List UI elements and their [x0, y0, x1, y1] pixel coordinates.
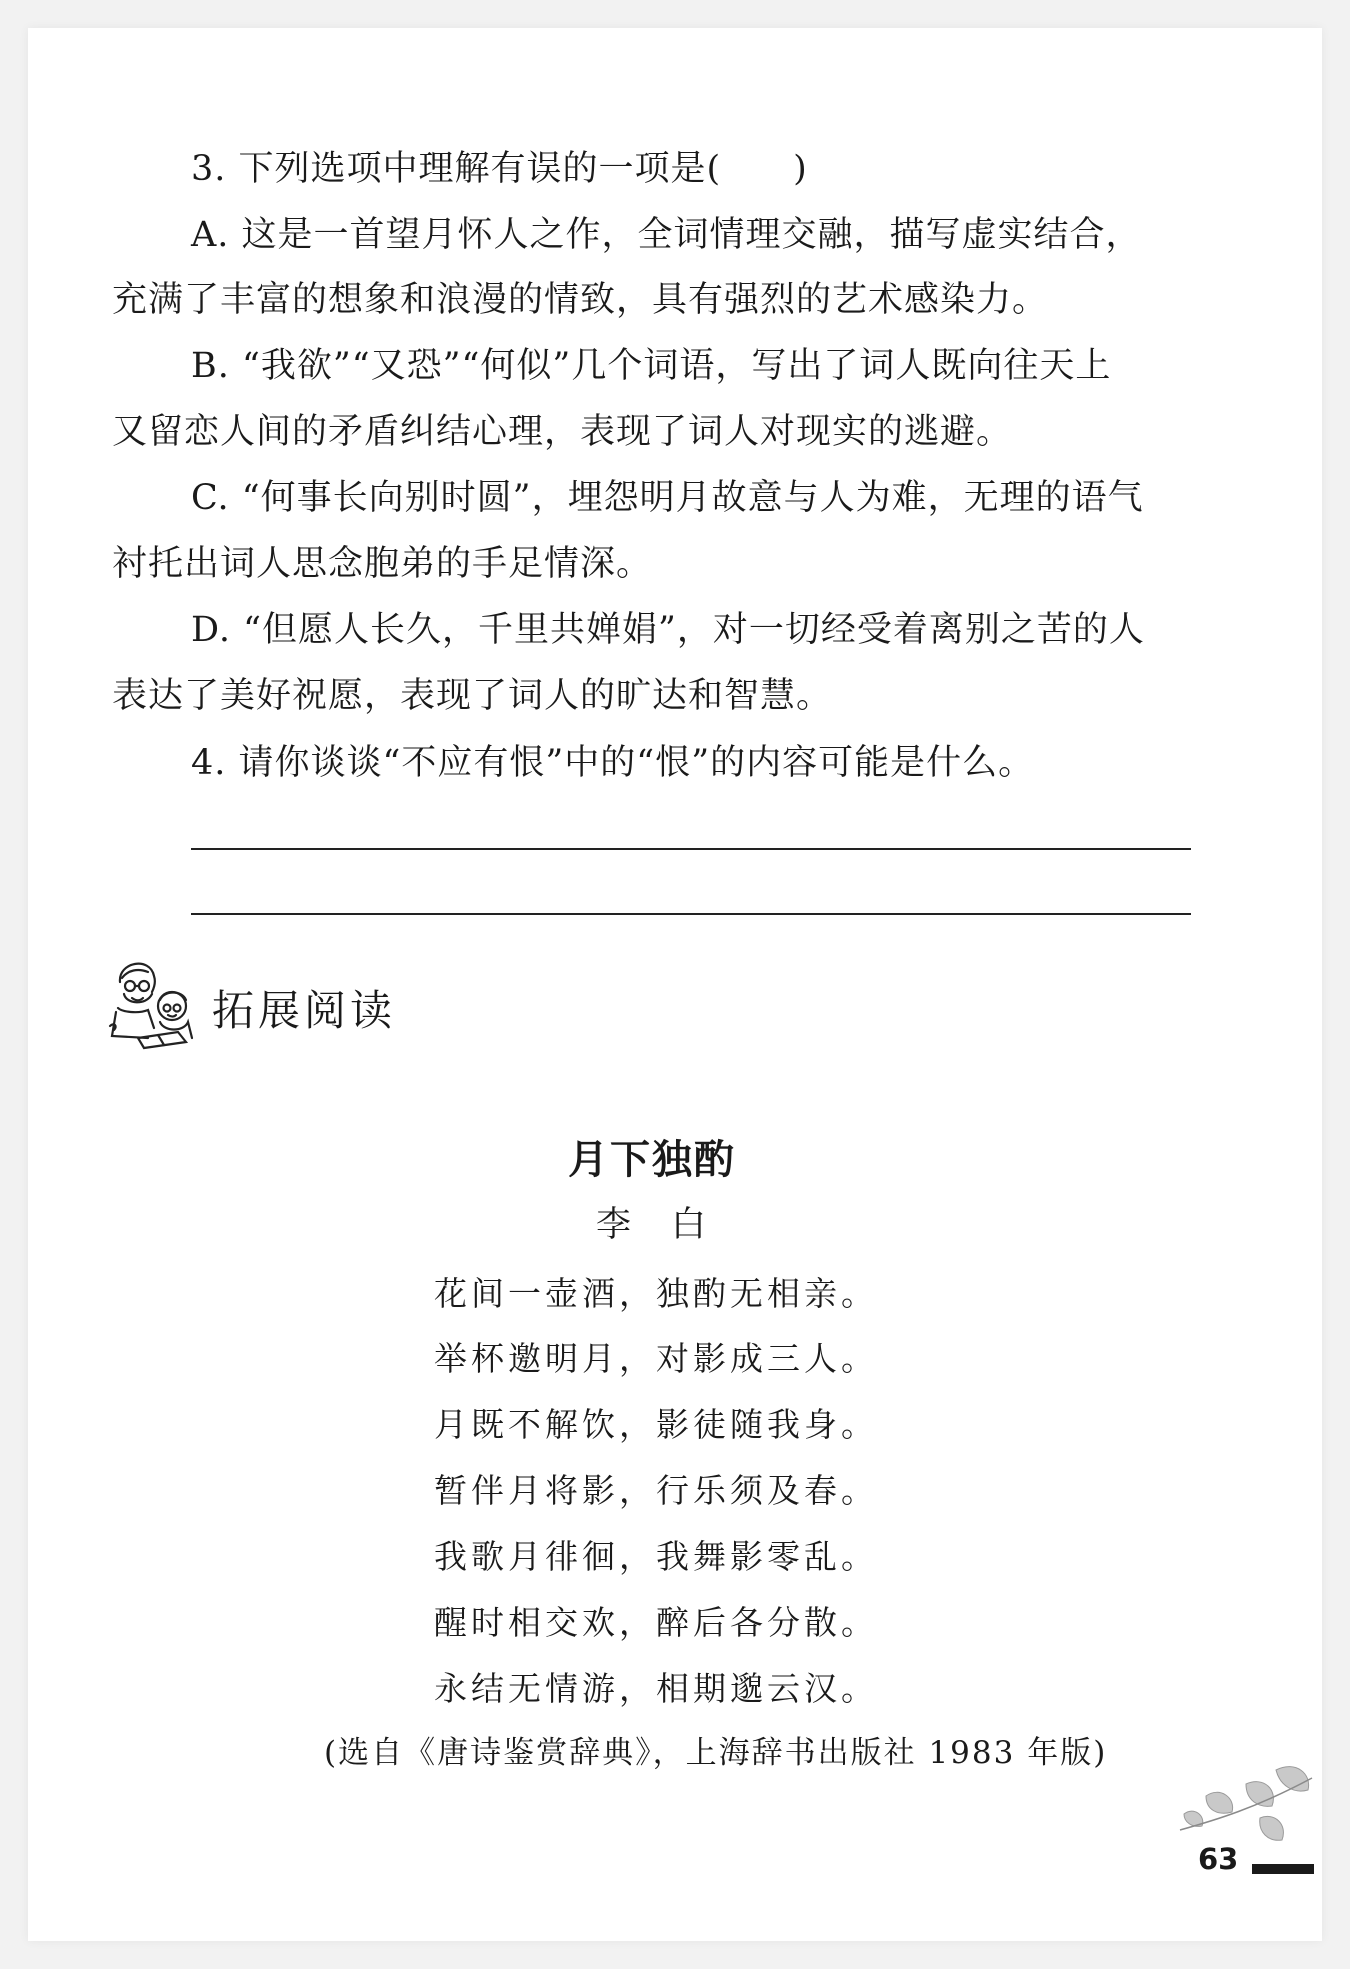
option-a-line-2: 充满了丰富的想象和浪漫的情致，具有强烈的艺术感染力。: [112, 280, 1049, 320]
option-b-line-2: 又留恋人间的矛盾纠结心理，表现了词人对现实的逃避。: [112, 412, 1013, 452]
poem-line: 暂伴月将影，行乐须及春。: [434, 1471, 878, 1510]
option-b-line-1: B. “我欲”“又恐”“何似”几个词语，写出了词人既向往天上: [191, 346, 1112, 386]
option-d-line-2: 表达了美好祝愿，表现了词人的旷达和智慧。: [112, 676, 833, 716]
question-3-stem: 3. 下列选项中理解有误的一项是( ): [191, 149, 808, 189]
page-number: 63: [1198, 1842, 1239, 1876]
leaf-branch-icon: [1176, 1760, 1316, 1860]
page-number-bar: [1252, 1864, 1314, 1874]
poem-source: (选自《唐诗鉴赏辞典》，上海辞书出版社 1983 年版): [324, 1735, 1108, 1771]
option-d-line-1: D. “但愿人长久，千里共婵娟”，对一切经受着离别之苦的人: [191, 610, 1145, 650]
poem-author: 李白: [596, 1205, 747, 1245]
poem-line: 我歌月徘徊，我舞影零乱。: [434, 1537, 878, 1576]
poem-line: 永结无情游，相期邈云汉。: [434, 1669, 878, 1708]
poem-line: 月既不解饮，影徒随我身。: [434, 1405, 878, 1444]
question-4-stem: 4. 请你谈谈“不应有恨”中的“恨”的内容可能是什么。: [191, 743, 1035, 783]
answer-line-1[interactable]: [191, 848, 1191, 850]
poem-line: 醒时相交欢，醉后各分散。: [434, 1603, 878, 1642]
option-c-line-2: 衬托出词人思念胞弟的手足情深。: [112, 544, 653, 584]
option-a-line-1: A. 这是一首望月怀人之作，全词情理交融，描写虚实结合，: [191, 215, 1142, 255]
answer-line-2[interactable]: [191, 913, 1191, 915]
poem-line: 举杯邀明月，对影成三人。: [434, 1339, 878, 1378]
section-title: 拓展阅读: [212, 986, 397, 1035]
reading-children-icon: [108, 952, 208, 1056]
poem-line: 花间一壶酒，独酌无相亲。: [434, 1274, 878, 1313]
option-c-line-1: C. “何事长向别时圆”，埋怨明月故意与人为难，无理的语气: [191, 478, 1144, 518]
poem-title: 月下独酌: [568, 1136, 736, 1183]
